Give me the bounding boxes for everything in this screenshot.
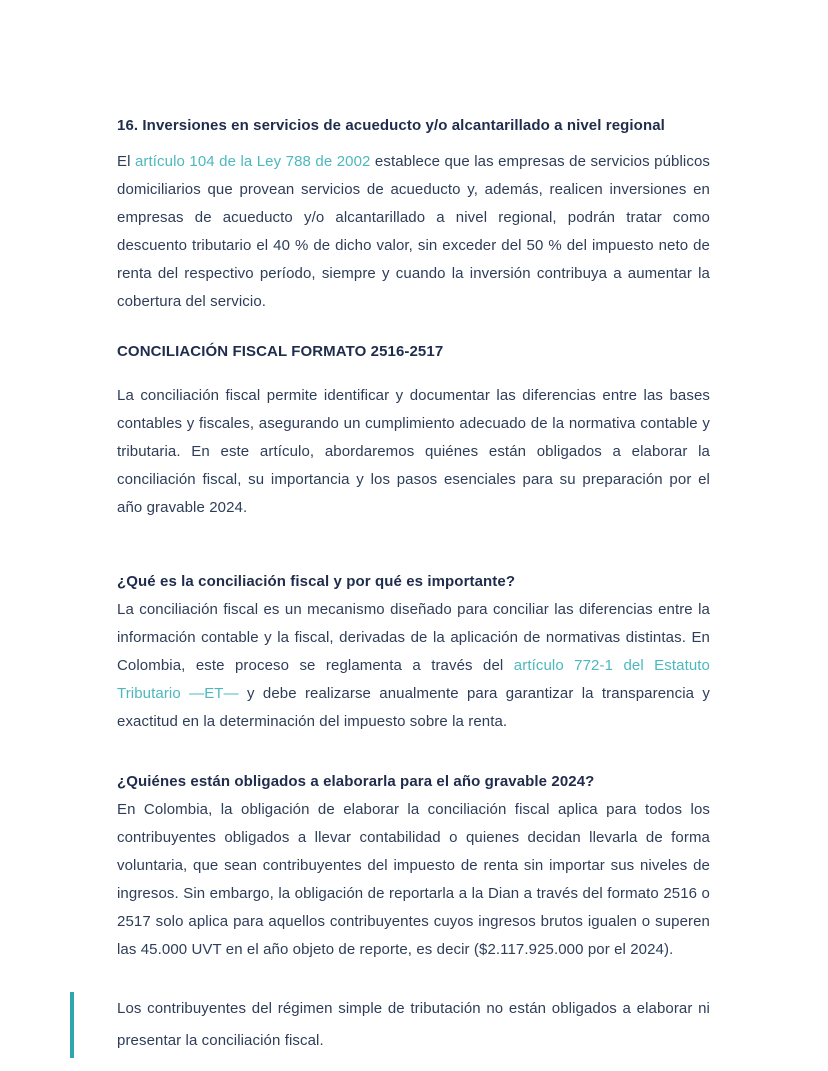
- heading-que-es-conciliacion: ¿Qué es la conciliación fiscal y por qué es importante?: [117, 573, 516, 590]
- link-articulo-772-1-et[interactable]: artículo 772-1 del Estatuto Tributario —ET—: [117, 657, 710, 702]
- heading-inversiones-acueducto: 16. Inversiones en servicios de acueducto y/o alcantarillado a nivel regional: [117, 117, 665, 134]
- paragraph-quienes-obligados: En Colombia, la obligación de elaborar la conciliación fiscal aplica para todos los contribuyentes obligados a llevar contabilidad o quienes decidan llevarla de forma voluntaria, que sean contribuyentes del impuesto de renta sin importar sus niveles de ingresos. Sin embargo, la obligación de reportarla a la Dian a través del formato 2516 o 2517 solo aplica para aquellos contribuyentes cuyos ingresos brutos igualen o superen las 45.000 UVT en el año objeto de reporte, es decir ($2.117.925.000 por el 2024).: [117, 801, 710, 958]
- paragraph-conciliacion-intro: La conciliación fiscal permite identificar y documentar las diferencias entre las bases contables y fiscales, asegurando un cumplimiento adecuado de la normativa contable y tributaria. En este artículo, abordaremos quiénes están obligados a elaborar la conciliación fiscal, su importancia y los pasos esenciales para su preparación por el año gravable 2024.: [117, 387, 710, 516]
- heading-quienes-obligados: ¿Quiénes están obligados a elaborarla para el año gravable 2024?: [117, 773, 595, 790]
- callout-quote-text: Los contribuyentes del régimen simple de tributación no están obligados a elaborar ni presentar la conciliación fiscal.: [117, 1000, 710, 1049]
- paragraph-inversiones: [117, 148, 710, 316]
- paragraph-que-es: [117, 596, 710, 736]
- paragraph-que-es-post: y debe realizarse anualmente para garantizar la transparencia y exactitud en la determinación del impuesto sobre la renta.: [117, 685, 710, 730]
- paragraph-inversiones-pre: El: [117, 153, 135, 170]
- callout-quote: [70, 992, 710, 1058]
- paragraph-inversiones-post: establece que las empresas de servicios públicos domiciliarios que provean servicios de acueducto y, además, realicen inversiones en empresas de acueducto y/o alcantarillado a nivel regional, podrán tratar como descuento tributario el 40 % de dicho valor, sin exceder del 50 % del impuesto neto de renta del respectivo período, siempre y cuando la inversión contribuya a aumentar la cobertura del servicio.: [117, 153, 710, 310]
- link-ley-788-2002[interactable]: artículo 104 de la Ley 788 de 2002: [134, 153, 371, 170]
- paragraph-que-es-pre: La conciliación fiscal es un mecanismo diseñado para conciliar las diferencias entre la información contable y la fiscal, derivadas de la aplicación de normativas distintas. En Colombia, este proceso se reglamenta a través del: [117, 601, 710, 674]
- heading-conciliacion-fiscal-formato: CONCILIACIÓN FISCAL FORMATO 2516-2517: [117, 343, 444, 360]
